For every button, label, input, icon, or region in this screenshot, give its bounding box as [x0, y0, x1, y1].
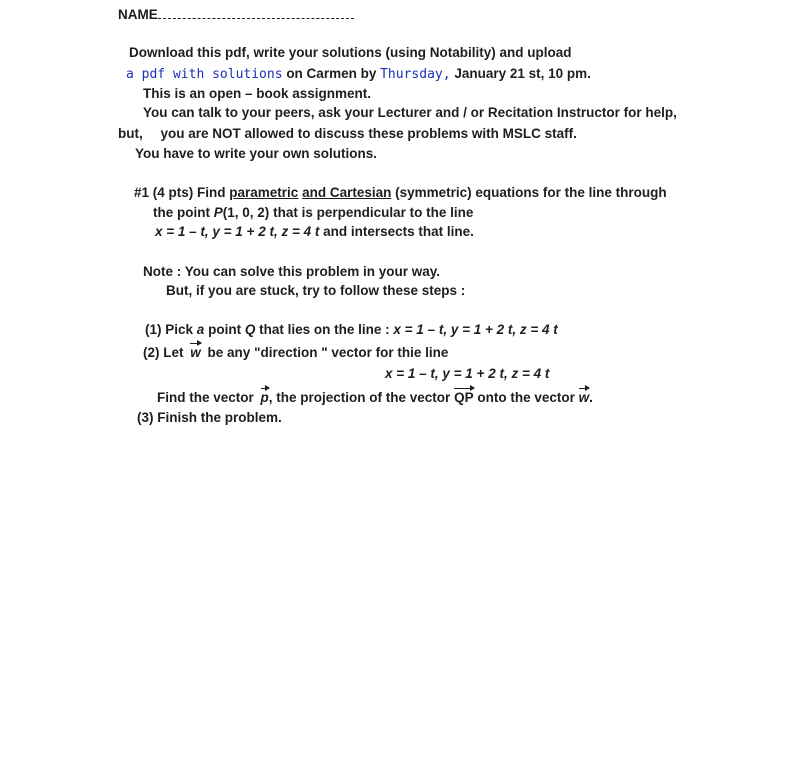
- note-line-2: But, if you are stuck, try to follow these steps :: [166, 283, 466, 298]
- point-coords: (1, 0, 2): [222, 205, 270, 220]
- find-the-vector-text: Find the vector: [157, 390, 254, 405]
- vector-w-find: w: [578, 390, 590, 405]
- step-1-equation: x = 1 – t, y = 1 + 2 t, z = 4 t: [393, 322, 558, 337]
- step-3: (3) Finish the problem.: [137, 410, 282, 425]
- problem-number: #1 (4 pts) Find: [134, 185, 226, 200]
- step-1-lies-text: that lies on the line :: [259, 322, 390, 337]
- step-2-equation: [385, 366, 549, 382]
- vector-p: p: [260, 390, 269, 405]
- step-2-equation-text: x = 1 – t, y = 1 + 2 t, z = 4 t: [385, 366, 550, 381]
- step-1: [145, 322, 558, 338]
- but-text: but,: [118, 126, 143, 141]
- instruction-line-4: You can talk to your peers, ask your Lecturer and / or Recitation Instructor for help,: [143, 105, 677, 120]
- problem-line-3: [155, 224, 474, 240]
- pdf-with-solutions-text: a pdf with solutions: [126, 67, 283, 82]
- step-2-label: (2) Let: [143, 345, 184, 360]
- instruction-line-2: [126, 66, 591, 83]
- step-1-label: (1) Pick: [145, 322, 194, 337]
- point-q: Q: [244, 322, 256, 337]
- find-end-period: .: [589, 390, 593, 405]
- name-label: NAME: [118, 7, 158, 22]
- vector-w: w: [190, 345, 201, 360]
- step-2: [143, 345, 448, 361]
- instruction-line-5: [118, 126, 577, 142]
- step-1-point: point: [208, 322, 242, 337]
- step-1-a: a: [196, 322, 205, 337]
- instruction-line-3: This is an open – book assignment.: [143, 86, 372, 101]
- not-allowed-text: you are NOT allowed to discuss these problems with MSLC staff.: [160, 126, 577, 141]
- parametric-text: parametric: [229, 185, 299, 200]
- name-blank-line: [158, 8, 354, 19]
- on-carmen-text: on Carmen by: [286, 66, 377, 81]
- instruction-line-6: You have to write your own solutions.: [135, 146, 378, 161]
- problem-line-2: [153, 205, 473, 221]
- projection-text: , the projection of the vector: [268, 390, 451, 405]
- problem-line-1-rest: (symmetric) equations for the line through: [395, 185, 667, 200]
- the-point-text: the point: [153, 205, 210, 220]
- problem-line-1: [134, 185, 667, 201]
- due-date-text: January 21 st, 10 pm.: [454, 66, 591, 81]
- thursday-text: Thursday,: [380, 67, 451, 82]
- name-field: [118, 7, 354, 23]
- intersects-text: and intersects that line.: [323, 224, 474, 239]
- onto-the-vector-text: onto the vector: [477, 390, 575, 405]
- point-name: P: [213, 205, 223, 220]
- step-2-direction-text: be any "direction " vector for thie line: [207, 345, 449, 360]
- find-vector-line: [157, 390, 593, 406]
- vector-qp: QP: [454, 390, 474, 405]
- perpendicular-text: that is perpendicular to the line: [273, 205, 474, 220]
- and-cartesian-text: and Cartesian: [302, 185, 392, 200]
- note-line-1: Note : You can solve this problem in your way.: [143, 264, 441, 279]
- line-equation: x = 1 – t, y = 1 + 2 t, z = 4 t: [155, 224, 320, 239]
- instruction-line-1: Download this pdf, write your solutions (using Notability) and upload: [129, 45, 572, 60]
